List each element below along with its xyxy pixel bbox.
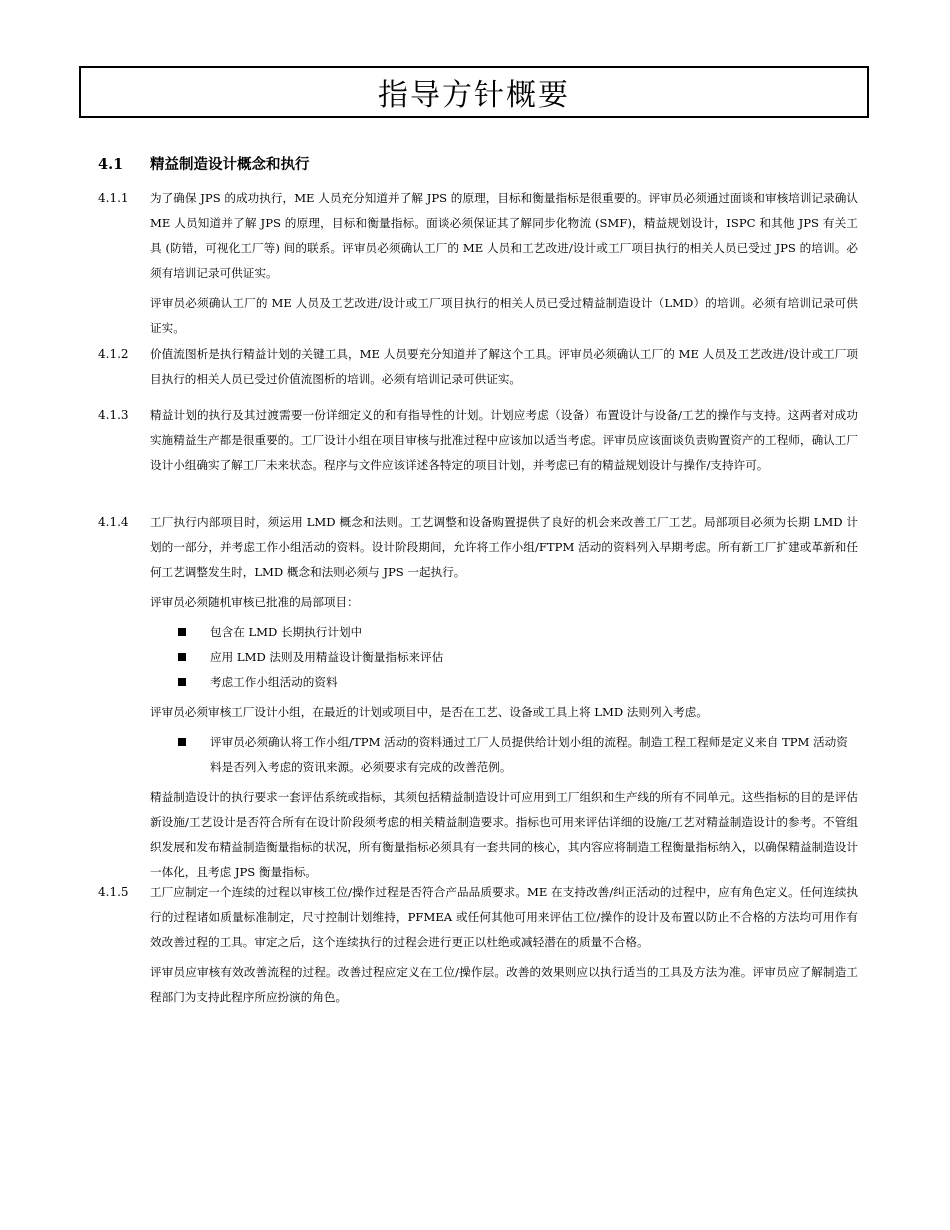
paragraph: 精益计划的执行及其过渡需要一份详细定义的和有指导性的计划。计划应考虑（设备）布置设计与设备/工艺的操作与支持。这两者对成功实施精益生产都是很重要的。工厂设计小组在项目审核与批准过程中应该加以适当考虑。评审员应该面谈负责购置资产的工程师，确认工厂设计小组确实了解工厂未来状态。程序与文件应该详述各特定的项目计划，并考虑已有的精益规划设计与操作/支持许可。 <box>150 408 858 472</box>
page-title: 指导方针概要 <box>378 78 570 113</box>
subsection-number: 4.1.3 <box>98 408 129 422</box>
subsection-4-1-2 <box>98 342 858 397</box>
square-bullet-icon <box>178 653 186 661</box>
section-number: 4.1 <box>98 156 124 173</box>
paragraph: 工厂执行内部项目时，须运用 LMD 概念和法则。工艺调整和设备购置提供了良好的机会来改善工厂工艺。局部项目必须为长期 LMD 计划的一部分，并考虑工作小组活动的资料。设计阶段期间，允许将工作小组/FTPM 活动的资料列入早期考虑。所有新工厂扩建或革新和任何工艺调整发生时，LMD 概念和法则必须与 JPS 一起执行。 <box>150 515 858 579</box>
list-item: 应用 LMD 法则及用精益设计衡量指标来评估 <box>150 645 858 670</box>
paragraph: 工厂应制定一个连续的过程以审核工位/操作过程是否符合产品品质要求。ME 在支持改善/纠正活动的过程中，应有角色定义。任何连续执行的过程诸如质量标准制定，尺寸控制计划维持，PFMEA 或任何其他可用来评估工位/操作的设计及布置以防止不合格的方法均可用作有效改善过程的工具。审定之后，这个连续执行的过程会进行更正以杜绝或减轻潜在的质量不合格。 <box>150 885 858 949</box>
paragraph: 精益制造设计的执行要求一套评估系统或指标，其须包括精益制造设计可应用到工厂组织和生产线的所有不同单元。这些指标的目的是评估新设施/工艺设计是否符合所有在设计阶段须考虑的相关精益制造要求。指标也可用来评估详细的设施/工艺对精益制造设计的参考。不管组织发展和发布精益制造衡量指标的状况，所有衡量指标必须具有一套共同的核心，其内容应将制造工程衡量指标纳入，以确保精益制造设计一体化，且考虑 JPS 衡量指标。 <box>150 790 858 879</box>
title-box <box>79 66 869 118</box>
list-item: 考虑工作小组活动的资料 <box>150 670 858 695</box>
subsection-number: 4.1.2 <box>98 347 129 361</box>
subsection-number: 4.1.1 <box>98 191 129 205</box>
paragraph: 为了确保 JPS 的成功执行，ME 人员充分知道并了解 JPS 的原理，目标和衡量指标是很重要的。评审员必须通过面谈和审核培训记录确认 ME 人员知道并了解 JPS 的原理，目标和衡量指标。面谈必须保证其了解同步化物流 (SMF)，精益规划设计，ISPC 和其他 JPS 有关工具 (防错，可视化工厂等) 间的联系。评审员必须确认工厂的 ME 人员和工艺改进/设计或工厂项目执行的相关人员已受过 JPS 的培训。必须有培训记录可供证实。 <box>150 191 858 280</box>
list-item: 包含在 LMD 长期执行计划中 <box>150 620 858 645</box>
subsection-number: 4.1.5 <box>98 885 129 899</box>
subsection-number: 4.1.4 <box>98 515 129 529</box>
square-bullet-icon <box>178 628 186 636</box>
paragraph: 评审员应审核有效改善流程的过程。改善过程应定义在工位/操作层。改善的效果则应以执行适当的工具及方法为准。评审员应了解制造工程部门为支持此程序所应扮演的角色。 <box>150 965 858 1004</box>
subsection-4-1-5 <box>98 880 858 1015</box>
square-bullet-icon <box>178 678 186 686</box>
paragraph: 评审员必须确认工厂的 ME 人员及工艺改进/设计或工厂项目执行的相关人员已受过精益制造设计（LMD）的培训。必须有培训记录可供证实。 <box>150 296 858 335</box>
paragraph: 评审员必须随机审核已批准的局部项目： <box>150 595 359 609</box>
list-item: 评审员必须确认将工作小组/TPM 活动的资料通过工厂人员提供给计划小组的流程。制造工程工程师是定义来自 TPM 活动资料是否列入考虑的资讯来源。必须要求有完成的改善范例。 <box>150 730 858 780</box>
square-bullet-icon <box>178 738 186 746</box>
section-title: 精益制造设计概念和执行 <box>150 156 310 173</box>
paragraph: 价值流图析是执行精益计划的关键工具，ME 人员要充分知道并了解这个工具。评审员必须确认工厂的 ME 人员及工艺改进/设计或工厂项目执行的相关人员已受过价值流图析的培训。必须有培训记录可供证实。 <box>150 347 858 386</box>
section-heading <box>98 153 310 174</box>
subsection-4-1-4 <box>98 510 858 890</box>
subsection-4-1-3 <box>98 403 858 483</box>
paragraph: 评审员必须审核工厂设计小组，在最近的计划或项目中，是否在工艺、设备或工具上将 LMD 法则列入考虑。 <box>150 705 708 719</box>
subsection-4-1-1 <box>98 186 858 346</box>
